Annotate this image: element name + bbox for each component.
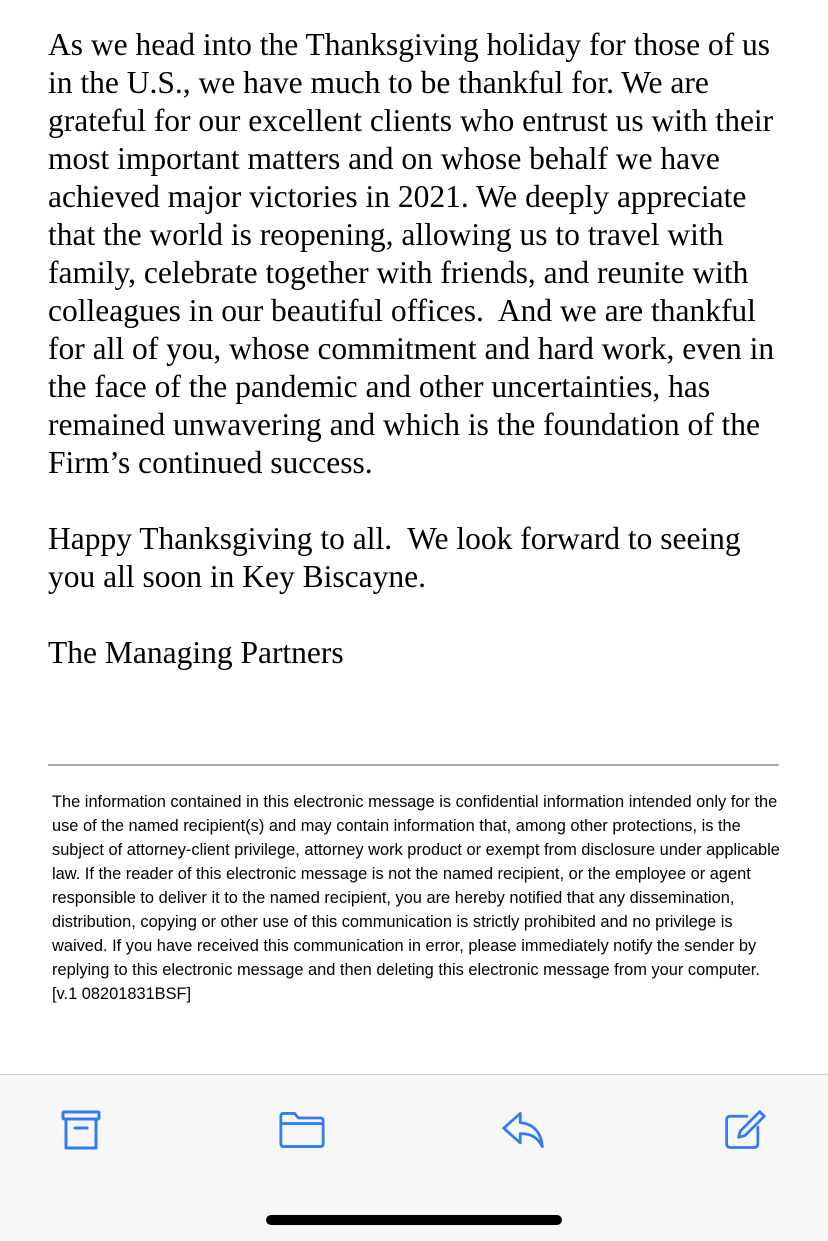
message-signature: The Managing Partners: [48, 635, 344, 670]
compose-icon: [722, 1107, 768, 1153]
archive-button[interactable]: [58, 1107, 104, 1153]
home-indicator[interactable]: [266, 1215, 562, 1225]
move-to-folder-button[interactable]: [279, 1107, 325, 1153]
confidentiality-disclaimer: The information contained in this electronic message is confidential information intended only for the use of the named recipient(s) and may contain information that, among other protections, is the subject of attorney-client privilege, attorney work product or exempt from disclosure under applicable law. If the reader of this electronic message is not the named recipient, or the employee or agent responsible to deliver it to the named recipient, you are hereby notified that any dissemination, distribution, copying or other use of this communication is strictly prohibited and no privilege is waived. If you have received this communication in error, please immediately notify the sender by replying to this electronic message and then deleting this electronic message from your computer. [v.1 08201831BSF]: [52, 793, 780, 1003]
archive-icon: [59, 1108, 103, 1152]
reply-icon: [500, 1108, 546, 1152]
message-paragraph: As we head into the Thanksgiving holiday for those of us in the U.S., we have much to be thankful for. We are grateful for our excellent clients who entrust us with their most important matters and on whose behalf we have achieved major victories in 2021. We deeply appreciate that the world is reopening, allowing us to travel with family, celebrate together with friends, and reunite with colleagues in our beautiful offices. And we are thankful for all of you, whose commitment and hard work, even in the face of the pandemic and other uncertainties, has remained unwavering and which is the foundation of the Firm’s continued success.: [48, 27, 782, 480]
compose-button[interactable]: [722, 1107, 768, 1153]
message-paragraph: Happy Thanksgiving to all. We look forward to seeing you all soon in Key Biscayne.: [48, 521, 749, 594]
signature-divider: [48, 764, 779, 766]
folder-icon: [279, 1110, 325, 1150]
reply-button[interactable]: [500, 1107, 546, 1153]
email-body: [48, 26, 788, 672]
